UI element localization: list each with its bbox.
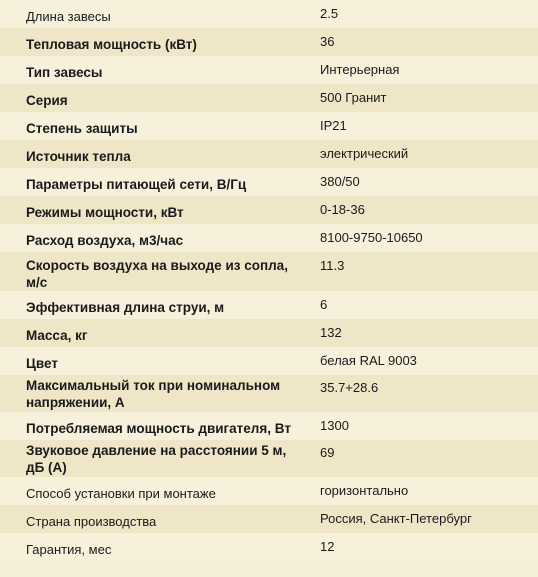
- spec-label-text: Степень защиты: [26, 121, 138, 136]
- spec-label: [0, 533, 310, 561]
- spec-value-text: 380/50: [320, 174, 360, 189]
- spec-value-text: 12: [320, 539, 335, 554]
- spec-row: [0, 440, 538, 477]
- spec-row: [0, 56, 538, 84]
- spec-row: [0, 477, 538, 505]
- spec-value: [310, 533, 538, 561]
- spec-label: [0, 375, 310, 412]
- spec-row: [0, 533, 538, 561]
- spec-value: [310, 28, 538, 56]
- spec-row: [0, 112, 538, 140]
- spec-label: [0, 168, 310, 196]
- spec-value: [310, 412, 538, 440]
- spec-label-text: Параметры питающей сети, В/Гц: [26, 177, 247, 192]
- spec-value-text: Интерьерная: [320, 62, 400, 77]
- spec-label-text: Тип завесы: [26, 65, 103, 80]
- spec-value-text: белая RAL 9003: [320, 353, 417, 368]
- spec-value-text: 36: [320, 34, 335, 49]
- spec-value: [310, 224, 538, 252]
- spec-value-text: IP21: [320, 118, 347, 133]
- spec-value: [310, 375, 538, 412]
- spec-value-text: 500 Гранит: [320, 90, 387, 105]
- spec-value: [310, 56, 538, 84]
- spec-label: [0, 28, 310, 56]
- spec-value: [310, 505, 538, 533]
- spec-value: [310, 168, 538, 196]
- spec-value: [310, 140, 538, 168]
- spec-row: [0, 291, 538, 319]
- spec-label-text: Максимальный ток при номинальном напряжении, А: [26, 378, 281, 410]
- spec-label: [0, 319, 310, 347]
- spec-value: [310, 252, 538, 291]
- spec-row: [0, 319, 538, 347]
- spec-label-text: Страна производства: [26, 514, 157, 529]
- spec-value-text: Россия, Санкт-Петербург: [320, 511, 472, 526]
- spec-value: [310, 84, 538, 112]
- spec-row: [0, 0, 538, 28]
- spec-label: [0, 505, 310, 533]
- spec-value-text: 35.7+28.6: [320, 380, 379, 395]
- spec-label-text: Серия: [26, 93, 68, 108]
- spec-value-text: горизонтально: [320, 483, 409, 498]
- spec-value-text: 8100-9750-10650: [320, 230, 423, 245]
- spec-label-text: Цвет: [26, 356, 58, 371]
- spec-label-text: Гарантия, мес: [26, 542, 112, 557]
- spec-value: [310, 347, 538, 375]
- spec-value-text: 2.5: [320, 6, 339, 21]
- spec-label-text: Источник тепла: [26, 149, 131, 164]
- spec-value: [310, 291, 538, 319]
- spec-value: [310, 440, 538, 477]
- spec-row: [0, 347, 538, 375]
- spec-label: [0, 252, 310, 291]
- spec-value: [310, 319, 538, 347]
- spec-value: [310, 477, 538, 505]
- spec-label: [0, 140, 310, 168]
- spec-row: [0, 505, 538, 533]
- spec-label-text: Эффективная длина струи, м: [26, 300, 225, 315]
- spec-row: [0, 412, 538, 440]
- spec-row: [0, 84, 538, 112]
- spec-value-text: 0-18-36: [320, 202, 365, 217]
- spec-value-text: 132: [320, 325, 342, 340]
- spec-label-text: Звуковое давление на расстоянии 5 м, дБ (А): [26, 443, 287, 475]
- spec-label: [0, 440, 310, 477]
- spec-value-text: 6: [320, 297, 328, 312]
- spec-label-text: Расход воздуха, м3/час: [26, 233, 184, 248]
- spec-label-text: Длина завесы: [26, 9, 111, 24]
- spec-value: [310, 0, 538, 28]
- spec-label-text: Способ установки при монтаже: [26, 486, 216, 501]
- spec-row: [0, 168, 538, 196]
- spec-label: [0, 56, 310, 84]
- spec-label-text: Масса, кг: [26, 328, 88, 343]
- spec-label: [0, 224, 310, 252]
- spec-label-text: Тепловая мощность (кВт): [26, 37, 197, 52]
- spec-row: [0, 224, 538, 252]
- spec-label: [0, 196, 310, 224]
- spec-row: [0, 375, 538, 412]
- spec-label: [0, 112, 310, 140]
- spec-value: [310, 112, 538, 140]
- spec-value-text: 11.3: [320, 258, 345, 273]
- spec-label: [0, 477, 310, 505]
- spec-value-text: 1300: [320, 418, 349, 433]
- spec-label: [0, 84, 310, 112]
- spec-row: [0, 252, 538, 291]
- spec-row: [0, 28, 538, 56]
- spec-value-text: электрический: [320, 146, 409, 161]
- spec-label-text: Режимы мощности, кВт: [26, 205, 184, 220]
- spec-label: [0, 0, 310, 28]
- spec-value-text: 69: [320, 445, 335, 460]
- spec-row: [0, 196, 538, 224]
- spec-row: [0, 140, 538, 168]
- spec-label: [0, 291, 310, 319]
- spec-label: [0, 412, 310, 440]
- spec-label-text: Потребляемая мощность двигателя, Вт: [26, 421, 291, 436]
- spec-value: [310, 196, 538, 224]
- spec-label-text: Скорость воздуха на выходе из сопла, м/с: [26, 258, 288, 290]
- spec-label: [0, 347, 310, 375]
